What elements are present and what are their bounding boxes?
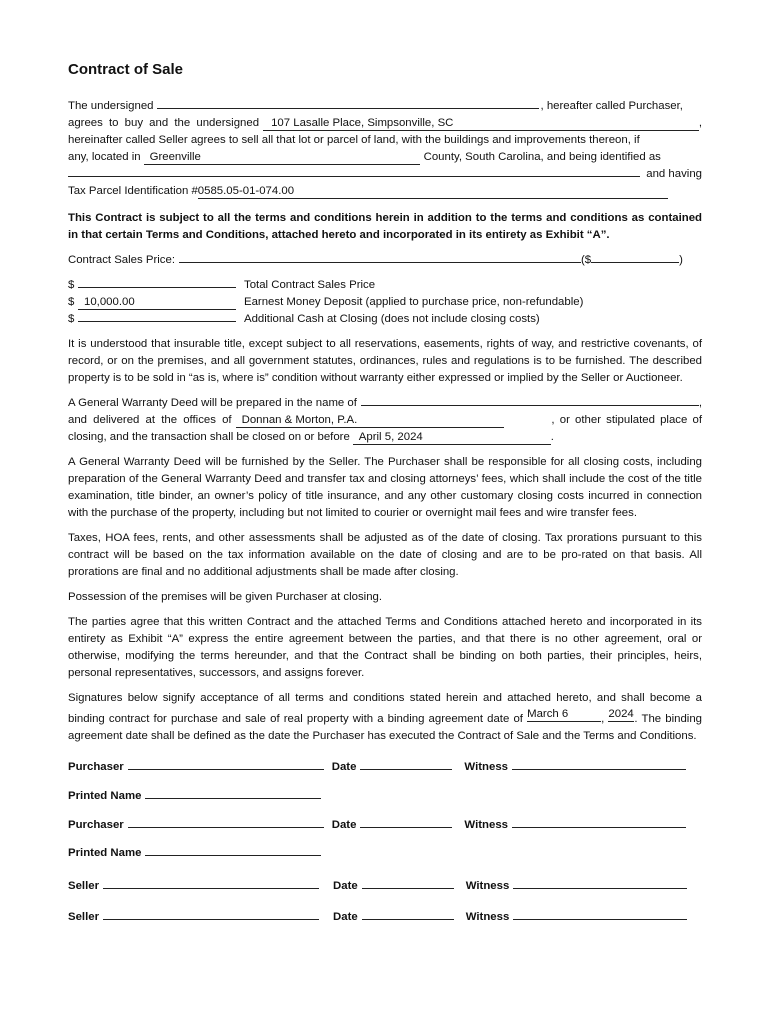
- description-field[interactable]: [68, 176, 640, 177]
- money-table: [68, 277, 702, 328]
- seller-signature-field[interactable]: [103, 876, 319, 889]
- witness-signature-field[interactable]: [513, 907, 687, 920]
- seller-signature-field[interactable]: [103, 907, 319, 920]
- seller-agrees-line: [68, 132, 702, 149]
- sales-price-words-field[interactable]: [179, 262, 581, 263]
- seller-sig-row-1: [68, 876, 702, 895]
- contract-page: [68, 60, 702, 926]
- additional-cash-field[interactable]: [78, 321, 236, 322]
- date-label: Date: [333, 911, 358, 923]
- date-label: Date: [331, 819, 357, 831]
- witness-label: Witness: [465, 911, 510, 923]
- purchaser-label: Purchaser: [68, 819, 124, 831]
- seller-label: Seller: [68, 880, 100, 892]
- witness-label: Witness: [464, 761, 508, 773]
- text: closing, and the transaction shall be closed on or before: [68, 431, 350, 443]
- parcel-line: [68, 183, 702, 200]
- printed-name-field[interactable]: [145, 786, 321, 799]
- purchaser-sig-row-1: [68, 757, 702, 776]
- money-row: [68, 294, 702, 311]
- title-paragraph: It is understood that insurable title, except subject to all reservations, easements, rights of way, and restrictive covenants, of record, or on the premises, and all government statutes, ordinances, rules and regulations is to be furnished. The described property is to be sold in “as is, where is” condition without warranty either expressed or implied by the Seller or Auctioneer.: [68, 338, 702, 384]
- date-label: Date: [331, 761, 357, 773]
- text: The undersigned: [68, 100, 154, 112]
- identified-line: [68, 166, 702, 183]
- printed-name-row-2: [68, 843, 702, 862]
- attorney-field[interactable]: Donnan & Morton, P.A.: [236, 413, 504, 428]
- signature-paragraph: [68, 690, 702, 745]
- money-label: Total Contract Sales Price: [244, 279, 376, 291]
- taxes-paragraph: Taxes, HOA fees, rents, and other assessments shall be adjusted as of the date of closing. Tax prorations pursuant to this contract will be based on the tax information available on the date of closing and are to be pro-rated on that basis. All prorations are final and no additional adjustments shall be made after closing.: [68, 532, 702, 578]
- purchaser-label: Purchaser: [68, 761, 124, 773]
- closing-date-field[interactable]: April 5, 2024: [353, 430, 551, 445]
- agreement-paragraph: The parties agree that this written Contract and the attached Terms and Conditions attached hereto and incorporated in its entirety as Exhibit “A” express the entire agreement between the parties, and that there is no other agreement, oral or otherwise, modifying the terms hereunder, and that the Contract shall be binding on both parties, their principles, heirs, personal representatives, successors, and assigns forever.: [68, 616, 702, 679]
- currency: $: [68, 296, 75, 308]
- witness-signature-field[interactable]: [513, 876, 687, 889]
- text: .: [550, 431, 554, 443]
- text: . The binding agreement date shall be defined as the date the Purchaser has executed the Contract of Sale and the Terms and Conditions.: [68, 713, 703, 742]
- earnest-money-field[interactable]: 10,000.00: [78, 295, 236, 310]
- text: and delivered at the offices of: [68, 414, 232, 426]
- signature-block: [68, 757, 702, 926]
- text: , hereafter called Purchaser,: [540, 100, 683, 112]
- date-label: Date: [333, 880, 358, 892]
- closing-costs-paragraph: A General Warranty Deed will be furnished by the Seller. The Purchaser shall be responsible for all closing costs, including preparation of the General Warranty Deed and transfer tax and closing attorneys’ fees, which shall include the cost of the title examination, title binder, an owner’s policy of title insurance, and any other customary closing costs incurred in connection with the purchase of the property, including but not limited to courier or overnight mail fees and wire transfer fees.: [68, 456, 702, 519]
- agreement-date-field[interactable]: March 6: [527, 707, 601, 722]
- text: ,: [698, 117, 702, 129]
- purchaser-signature-field[interactable]: [128, 757, 324, 770]
- deed-block: [68, 395, 702, 446]
- purchaser-signature-field[interactable]: [128, 815, 324, 828]
- witness-signature-field[interactable]: [512, 757, 686, 770]
- purchaser-line: [68, 98, 702, 115]
- text: and having: [646, 168, 702, 180]
- exhibit-clause: This Contract is subject to all the terms and conditions herein in addition to the terms and conditions as contained in that certain Terms and Conditions, attached hereto and incorporated in its entirety as Exhibit “A”.: [68, 212, 702, 241]
- seller-date-field[interactable]: [362, 907, 454, 920]
- printed-name-row-1: [68, 786, 702, 805]
- money-label: Additional Cash at Closing (does not include closing costs): [244, 313, 540, 325]
- currency: $: [68, 279, 75, 291]
- deed-name-field[interactable]: [361, 405, 699, 406]
- text: Contract Sales Price:: [68, 254, 175, 266]
- purchaser-date-field[interactable]: [360, 757, 452, 770]
- witness-signature-field[interactable]: [512, 815, 686, 828]
- purchaser-sig-row-2: [68, 815, 702, 834]
- address-field[interactable]: 107 Lasalle Place, Simpsonville, SC: [263, 116, 699, 131]
- text: ($: [581, 254, 592, 266]
- text: any, located in: [68, 151, 141, 163]
- text: hereinafter called Seller agrees to sell all that lot or parcel of land, with the buildings and improvements thereon, if: [68, 134, 640, 146]
- text: ,: [601, 713, 609, 725]
- purchaser-name-field[interactable]: [157, 108, 539, 109]
- text: A General Warranty Deed will be prepared in the name of: [68, 397, 357, 409]
- purchaser-date-field[interactable]: [360, 815, 452, 828]
- possession-paragraph: Possession of the premises will be given Purchaser at closing.: [68, 591, 383, 603]
- money-row: [68, 277, 702, 294]
- text: ,: [698, 397, 702, 409]
- seller-label: Seller: [68, 911, 100, 923]
- witness-label: Witness: [465, 880, 510, 892]
- county-line: [68, 149, 702, 166]
- seller-line: [68, 115, 702, 132]
- deed-name-line: [68, 395, 702, 412]
- printed-name-label: Printed Name: [68, 847, 142, 859]
- money-label: Earnest Money Deposit (applied to purchase price, non-refundable): [244, 296, 584, 308]
- witness-label: Witness: [464, 819, 508, 831]
- money-row: [68, 311, 702, 328]
- seller-date-field[interactable]: [362, 876, 454, 889]
- deed-office-line: [68, 412, 702, 429]
- page-title: Contract of Sale: [68, 61, 184, 78]
- text: Signatures below signify acceptance of all terms and conditions stated herein and attached hereto, and shall become a binding contract for purchase and sale of real property with a binding agreement date of: [68, 692, 702, 725]
- sales-price-number-field[interactable]: [591, 262, 679, 263]
- deed-date-line: [68, 429, 702, 446]
- printed-name-label: Printed Name: [68, 790, 142, 802]
- sales-price-line: [68, 252, 702, 269]
- printed-name-field[interactable]: [145, 843, 321, 856]
- currency: $: [68, 313, 75, 325]
- text: , or other stipulated place of: [551, 414, 702, 426]
- parcel-field[interactable]: 0585.05-01-074.00: [198, 184, 668, 199]
- total-price-field[interactable]: [78, 287, 236, 288]
- text: agrees to buy and the undersigned: [68, 117, 260, 129]
- seller-sig-row-2: [68, 907, 702, 926]
- county-field[interactable]: Greenville: [144, 150, 420, 165]
- text: County, South Carolina, and being identified as: [423, 151, 661, 163]
- text: Tax Parcel Identification #: [68, 185, 198, 197]
- agreement-year-field[interactable]: 2024: [608, 708, 634, 720]
- text: ): [679, 254, 683, 266]
